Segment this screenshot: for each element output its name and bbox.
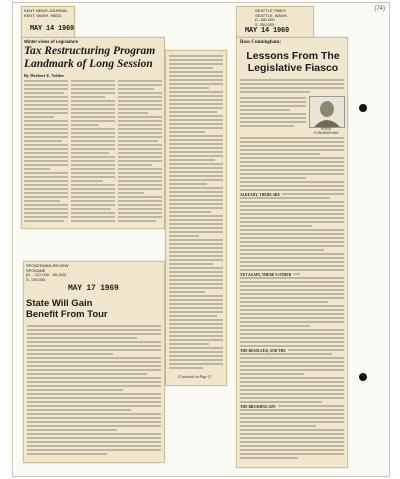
article-byline: By Herbert E. Veldee bbox=[24, 73, 64, 78]
column-byline: Ross Cunningham: bbox=[240, 40, 281, 45]
tax-article-continuation bbox=[165, 50, 227, 386]
headline-line-1: Lessons From The bbox=[246, 50, 340, 62]
date-stamp: MAY 14 1969 bbox=[245, 27, 290, 35]
source-stamp: SEATTLE TIMES SEATTLE, WASH. D. 180,000 S. 250,000 bbox=[255, 8, 288, 27]
text-lines-decoration bbox=[169, 53, 223, 373]
date-stamp: MAY 14 1969 bbox=[30, 25, 75, 33]
section-subhead: THE BRUSHING OFF bbox=[240, 405, 276, 409]
text-lines-decoration bbox=[240, 96, 306, 130]
portrait-caption: ROSS CUNNINGHAM bbox=[313, 127, 339, 136]
text-column bbox=[169, 53, 223, 373]
tax-article-clipping bbox=[21, 37, 165, 229]
text-lines-decoration bbox=[118, 79, 162, 225]
text-column bbox=[71, 79, 115, 225]
spokesman-review-clipping bbox=[23, 261, 165, 463]
text-column bbox=[27, 323, 161, 459]
headline-line-2: Legislative Fiasco bbox=[247, 62, 339, 74]
headline-line-2: Landmark of Long Session bbox=[24, 58, 153, 70]
page-number: (74) bbox=[374, 6, 385, 12]
headline-line-1: State Will Gain bbox=[26, 298, 93, 309]
author-portrait bbox=[309, 96, 345, 128]
text-column bbox=[24, 79, 68, 225]
date-stamp: MAY 17 1969 bbox=[68, 284, 119, 293]
section-subhead: THE RESOLVED, AND THE bbox=[240, 349, 286, 353]
section-subhead: ALREADY, THERE ARE bbox=[240, 193, 281, 197]
article-kicker: Winter views of Legislature bbox=[24, 39, 79, 44]
text-column bbox=[240, 136, 344, 464]
fiasco-article-clipping bbox=[236, 37, 348, 468]
text-lines-decoration bbox=[27, 323, 161, 459]
scrapbook-page bbox=[12, 2, 390, 477]
text-lines-decoration bbox=[71, 79, 115, 225]
text-lines-decoration bbox=[240, 78, 344, 96]
headline-line-2: Benefit From Tour bbox=[26, 309, 108, 320]
source-stamp: KENT NEWS-JOURNAL KENT, WASH. 98031 bbox=[24, 8, 68, 18]
portrait-silhouette-icon bbox=[310, 97, 344, 127]
text-column bbox=[240, 78, 344, 96]
text-lines-decoration bbox=[24, 79, 68, 225]
seattle-times-source-clipping bbox=[236, 6, 314, 38]
headline-line-1: Tax Restructuring Program bbox=[24, 45, 156, 57]
text-column bbox=[240, 96, 306, 130]
section-subhead: YET AGAIN, THERE'S OTHER bbox=[240, 273, 292, 277]
binder-hole-icon bbox=[359, 104, 367, 112]
source-stamp: SPOKESMAN-REVIEW SPOKANE (D. - 117,000 - 80,150) S. 130,054 bbox=[26, 263, 69, 282]
kent-source-clipping bbox=[21, 6, 75, 39]
text-lines-decoration bbox=[240, 136, 344, 464]
text-column bbox=[118, 79, 162, 225]
binder-hole-icon bbox=[359, 373, 367, 381]
continued-note: (Continued on Page 2) bbox=[178, 375, 211, 379]
